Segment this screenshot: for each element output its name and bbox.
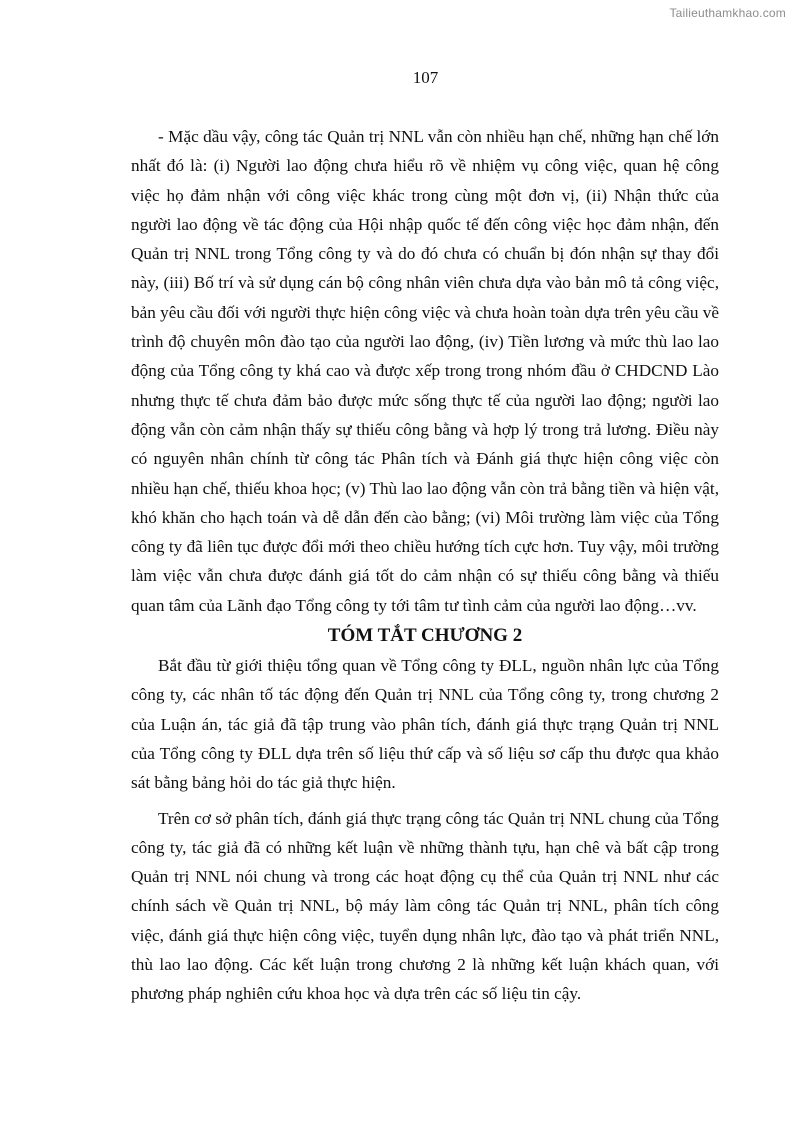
summary-paragraph-2: Trên cơ sở phân tích, đánh giá thực trạng công tác Quản trị NNL chung của Tổng công ty, tác giả đã có những kết luận về những thành tựu, hạn chê và bất cập trong Quản trị NNL nói chung và trong các hoạt động cụ thể của Quản trị NNL như các chính sách về Quản trị NNL, bộ máy làm công tác Quản trị NNL, phân tích công việc, đánh giá thực hiện công việc, tuyển dụng nhân lực, đào tạo và phát triển NNL, thù lao lao động. Các kết luận trong chương 2 là những kết luận khách quan, với phương pháp nghiên cứu khoa học và dựa trên các số liệu tin cậy. [131,808,719,1004]
chapter-summary-heading: TÓM TẮT CHƯƠNG 2 [327,625,523,647]
page-number: 107 [412,68,439,87]
watermark: Tailieuthamkhao.com [669,6,786,20]
paragraph-limitations: - Mặc dầu vậy, công tác Quản trị NNL vẫn còn nhiều hạn chế, những hạn chế lớn nhất đó là: (i) Người lao động chưa hiểu rõ về nhiệm vụ công việc, quan hệ công việc họ đảm nhận với công việc khác trong cùng một đơn vị, (ii) Nhận thức của người lao động về tác động của Hội nhập quốc tế đến công việc học đảm nhận, đến Quản trị NNL trong Tổng công ty và do đó chưa có chuẩn bị đón nhận sự thay đổi này, (iii) Bố trí và sử dụng cán bộ công nhân viên chưa dựa vào bản mô tả công việc, bản yêu cầu đối với người thực hiện công việc và chưa hoàn toàn dựa trên yêu cầu về trình độ chuyên môn đào tạo của người lao động, (iv) Tiền lương và mức thù lao lao động của Tổng công ty khá cao và được xếp trong trong nhóm đầu ở CHDCND Lào nhưng thực tế chưa đảm bảo được mức sống thực tế của người lao động; người lao động vẫn còn cảm nhận thấy sự thiếu công bằng và hợp lý trong trả lương. Điều này có nguyên nhân chính từ công tác Phân tích và Đánh giá thực hiện công việc còn nhiều hạn chế, thiếu khoa học; (v) Thù lao lao động vẫn còn trả bằng tiền và hiện vật, khó khăn cho hạch toán và dễ dẫn đến cào bằng; (vi) Môi trường làm việc của Tổng công ty đã liên tục được đổi mới theo chiều hướng tích cực hơn. Tuy vậy, môi trường làm việc vẫn chưa được đánh giá tốt do cảm nhận có sự thiếu công bằng và thiếu quan tâm của Lãnh đạo Tổng công ty tới tâm tư tình cảm của người lao động…vv. [131,127,719,615]
document-body [131,122,719,1009]
summary-paragraph-1: Bắt đầu từ giới thiệu tổng quan về Tổng công ty ĐLL, nguồn nhân lực của Tổng công ty, các nhân tố tác động đến Quản trị NNL của Tổng công ty, trong chương 2 của Luận án, tác giả đã tập trung vào phân tích, đánh giá thực trạng Quản trị NNL của Tổng công ty ĐLL dựa trên số liệu thứ cấp và số liệu sơ cấp thu được qua khảo sát bằng bảng hỏi do tác giả thực hiện. [131,656,719,793]
